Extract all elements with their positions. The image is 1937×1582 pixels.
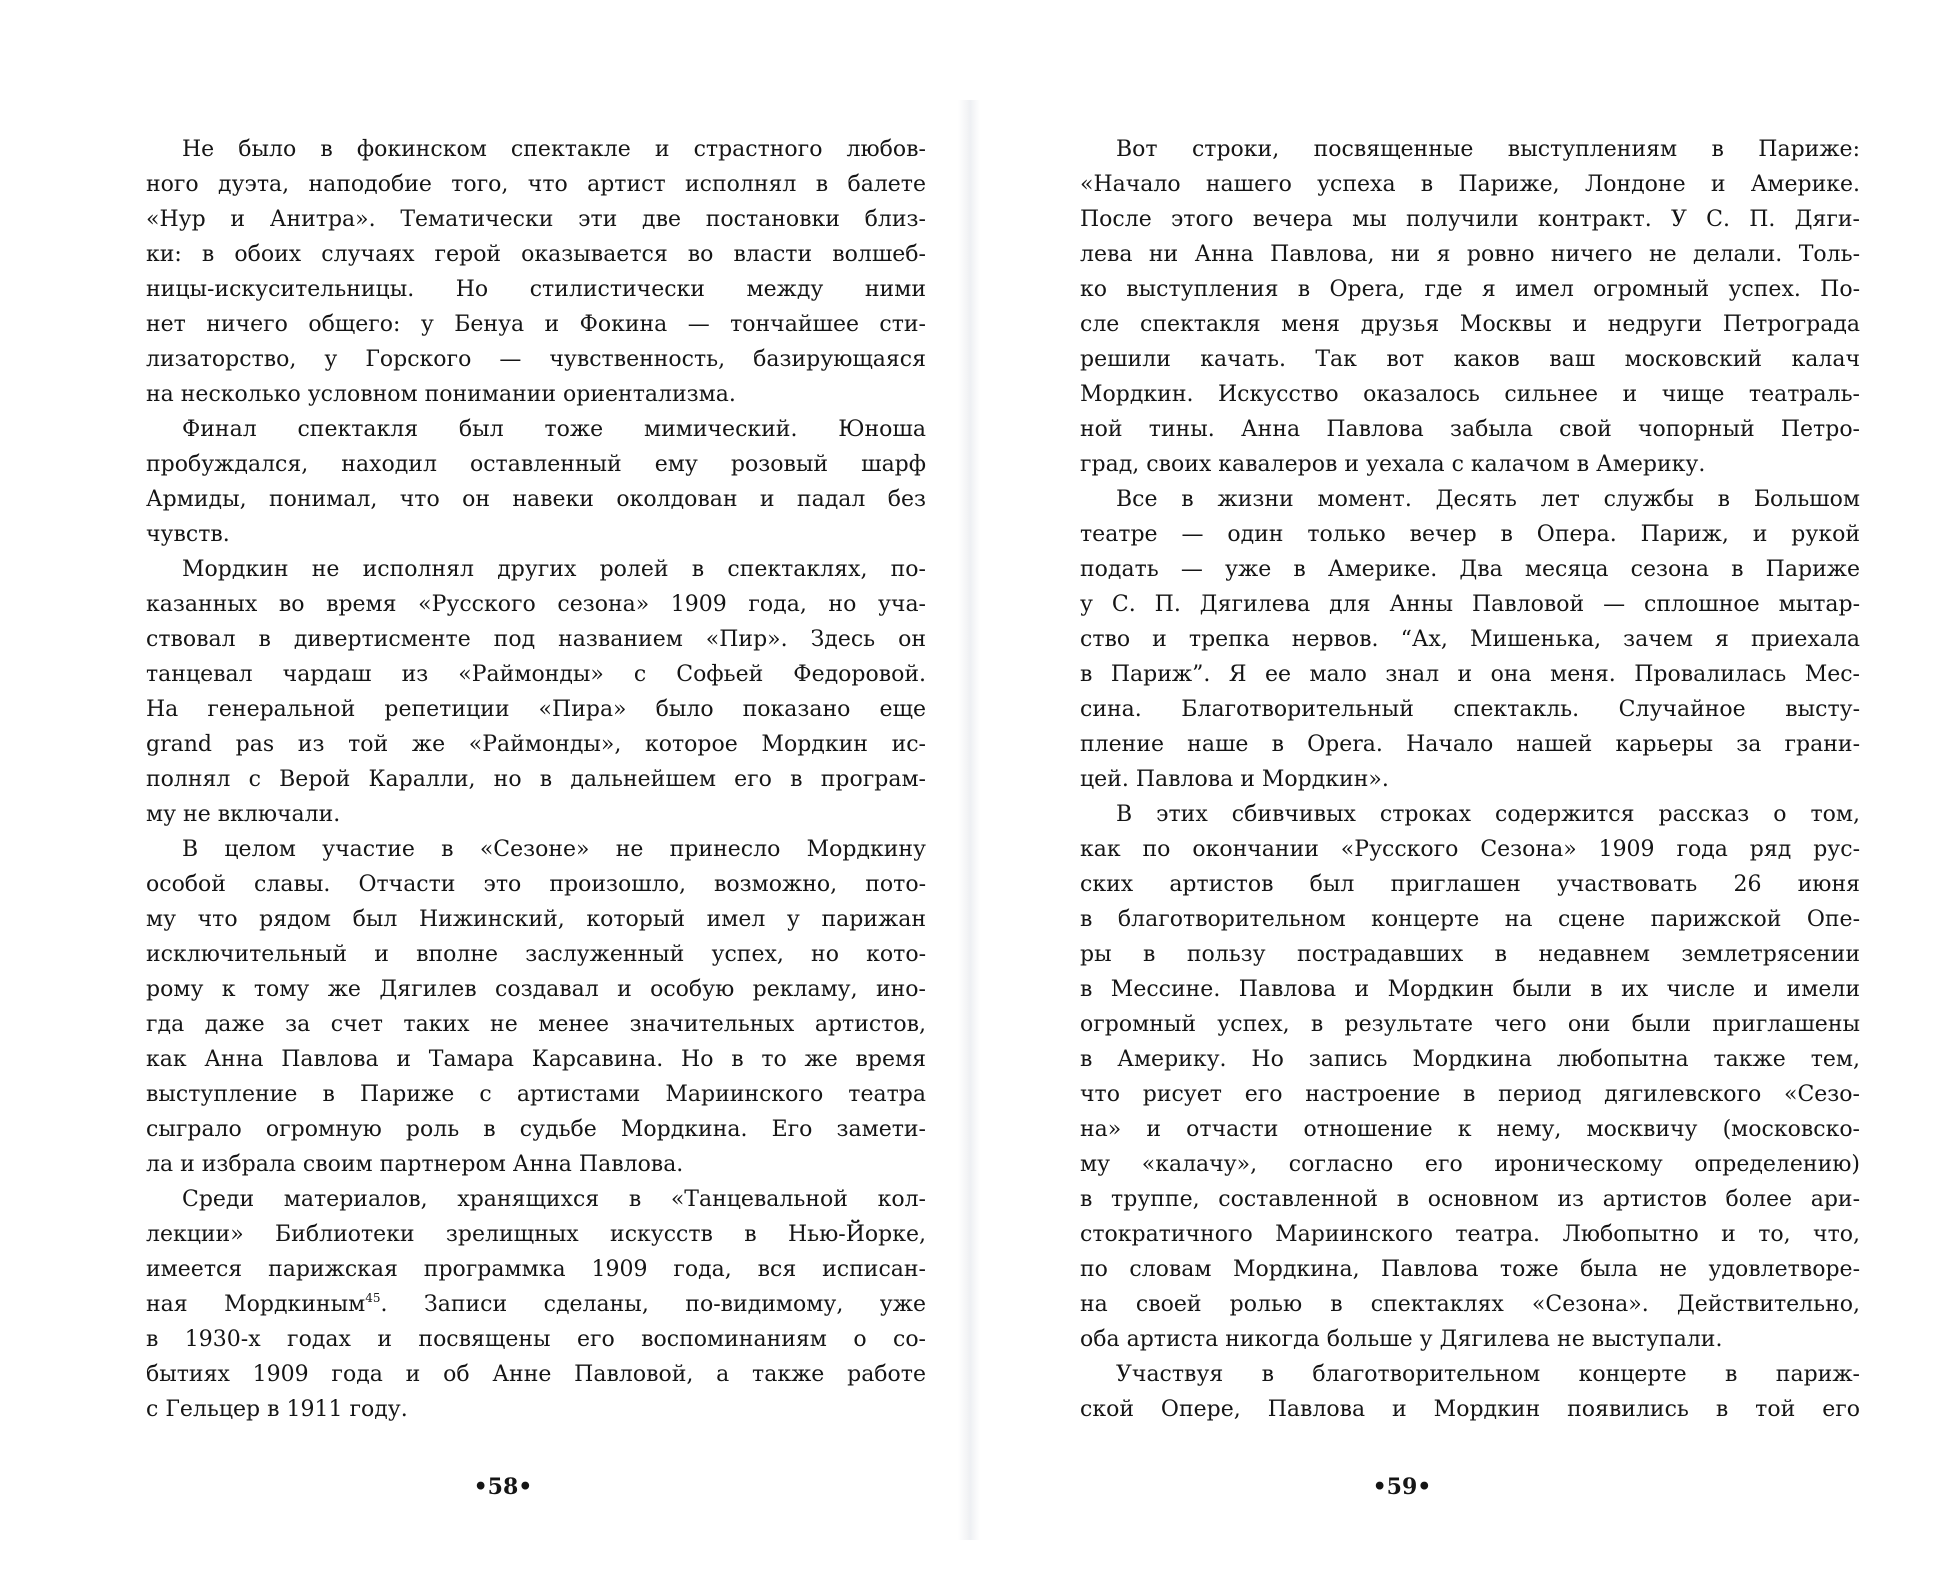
text-line xyxy=(1080,272,1860,307)
text-line-content: ствовал в дивертисменте под названием «Пир». Здесь он xyxy=(146,627,926,652)
text-line xyxy=(1080,552,1860,587)
page-number-left: •58• xyxy=(473,1474,533,1500)
text-line-content: Мордкин. Искусство оказалось сильнее и чище театраль- xyxy=(1080,382,1860,407)
text-line-content: исключительный и вполне заслуженный успех, но кото- xyxy=(146,942,926,967)
text-line xyxy=(1080,657,1860,692)
text-line xyxy=(146,1182,926,1217)
text-line xyxy=(1080,972,1860,1007)
text-line-content: казанных во время «Русского сезона» 1909 года, но уча- xyxy=(146,592,926,617)
text-line-content: лизаторство, у Горского — чувственность, базирующаяся xyxy=(146,347,926,372)
text-line xyxy=(146,797,926,832)
text-line-content: сле спектакля меня друзья Москвы и недруги Петрограда xyxy=(1080,312,1860,337)
text-line-content: танцевал чардаш из «Раймонды» с Софьей Федоровой. xyxy=(146,662,926,687)
left-page-text xyxy=(146,132,926,1427)
right-page xyxy=(969,0,1937,1582)
text-line xyxy=(1080,132,1860,167)
text-line-content: ного дуэта, наподобие того, что артист исполнял в балете xyxy=(146,172,926,197)
text-line xyxy=(1080,937,1860,972)
text-line xyxy=(1080,587,1860,622)
text-line xyxy=(1080,622,1860,657)
text-line-content: театре — один только вечер в Опера. Париж, и рукой xyxy=(1080,522,1860,547)
text-line-content: подать — уже в Америке. Два месяца сезона в Париже xyxy=(1080,557,1860,582)
text-line xyxy=(146,937,926,972)
text-line xyxy=(146,727,926,762)
text-line xyxy=(146,1322,926,1357)
text-line-content: ской Опере, Павлова и Мордкин появились в той его xyxy=(1080,1397,1860,1422)
text-line-content: град, своих кавалеров и уехала с калачом в Америку. xyxy=(1080,452,1706,477)
text-line-content: сина. Благотворительный спектакль. Случайное высту- xyxy=(1080,697,1860,722)
text-line xyxy=(146,1007,926,1042)
text-line xyxy=(146,1077,926,1112)
text-line-content: чувств. xyxy=(146,522,230,547)
text-line-continuation: . Записи сделаны, по-видимому, уже xyxy=(380,1292,927,1317)
text-line xyxy=(146,1287,926,1322)
text-line xyxy=(146,1252,926,1287)
text-line xyxy=(146,1217,926,1252)
text-line xyxy=(1080,1112,1860,1147)
text-line xyxy=(1080,1077,1860,1112)
text-line xyxy=(1080,482,1860,517)
text-line-content: как Анна Павлова и Тамара Карсавина. Но в то же время xyxy=(146,1047,926,1072)
text-line-content: гда даже за счет таких не менее значительных артистов, xyxy=(146,1012,926,1037)
text-line-content: му что рядом был Нижинский, который имел у парижан xyxy=(146,907,926,932)
text-line-content: цей. Павлова и Мордкин». xyxy=(1080,767,1389,792)
text-line-content: В целом участие в «Сезоне» не принесло Мордкину xyxy=(182,837,926,862)
text-line xyxy=(1080,1322,1860,1357)
text-line-content: что рисует его настроение в период дягилевского «Сезо- xyxy=(1080,1082,1860,1107)
text-line xyxy=(1080,1182,1860,1217)
text-line xyxy=(146,587,926,622)
text-line xyxy=(146,1392,926,1427)
text-line-content: на» и отчасти отношение к нему, москвичу (московско- xyxy=(1080,1117,1860,1142)
text-line xyxy=(1080,517,1860,552)
text-line-content: лекции» Библиотеки зрелищных искусств в Нью-Йорке, xyxy=(146,1222,926,1247)
text-line-content: в 1930-х годах и посвящены его воспоминаниям о со- xyxy=(146,1327,926,1352)
text-line xyxy=(1080,1287,1860,1322)
text-line xyxy=(146,517,926,552)
text-line-content: нет ничего общего: у Бенуа и Фокина — тончайшее сти- xyxy=(146,312,926,337)
text-line xyxy=(146,972,926,1007)
text-line xyxy=(146,1147,926,1182)
text-line xyxy=(1080,762,1860,797)
text-line-content: Армиды, понимал, что он навеки околдован и падал без xyxy=(146,487,926,512)
text-line-content: в Париж”. Я ее мало знал и она меня. Провалилась Мес- xyxy=(1080,662,1860,687)
text-line xyxy=(1080,1392,1860,1427)
text-line-content: в труппе, составленной в основном из артистов более ари- xyxy=(1080,1187,1860,1212)
text-line-content: Все в жизни момент. Десять лет службы в Большом xyxy=(1116,487,1860,512)
text-line-content: Среди материалов, хранящихся в «Танцевальной кол- xyxy=(182,1187,926,1212)
text-line-content: выступление в Париже с артистами Мариинского театра xyxy=(146,1082,926,1107)
text-line xyxy=(146,167,926,202)
text-line xyxy=(146,657,926,692)
footnote-reference: 45 xyxy=(365,1291,381,1305)
text-line-content: ство и трепка нервов. “Ах, Мишенька, зачем я приехала xyxy=(1080,627,1860,652)
text-line xyxy=(1080,727,1860,762)
text-line xyxy=(1080,902,1860,937)
text-line-content: в Мессине. Павлова и Мордкин были в их числе и имели xyxy=(1080,977,1860,1002)
text-line xyxy=(146,237,926,272)
text-line xyxy=(146,482,926,517)
text-line xyxy=(1080,1147,1860,1182)
right-page-text xyxy=(1080,132,1860,1427)
text-line xyxy=(1080,1252,1860,1287)
text-line-content: му не включали. xyxy=(146,802,341,827)
text-line xyxy=(1080,202,1860,237)
text-line-content: пление наше в Opera. Начало нашей карьеры за грани- xyxy=(1080,732,1860,757)
text-line xyxy=(1080,867,1860,902)
text-line-content: ной тины. Анна Павлова забыла свой чопорный Петро- xyxy=(1080,417,1860,442)
text-line-content: Участвуя в благотворительном концерте в париж- xyxy=(1116,1362,1860,1387)
text-line xyxy=(146,762,926,797)
text-line xyxy=(1080,692,1860,727)
text-line xyxy=(1080,1007,1860,1042)
text-line-content: бытиях 1909 года и об Анне Павловой, а также работе xyxy=(146,1362,926,1387)
text-line-content: «Нур и Анитра». Тематически эти две постановки близ- xyxy=(146,207,926,232)
text-line xyxy=(1080,237,1860,272)
text-line-content: После этого вечера мы получили контракт. У С. П. Дяги- xyxy=(1080,207,1860,232)
text-line-content: ских артистов был приглашен участвовать 26 июня xyxy=(1080,872,1860,897)
text-line xyxy=(1080,832,1860,867)
text-line-content: оба артиста никогда больше у Дягилева не выступали. xyxy=(1080,1327,1723,1352)
page-number-right: •59• xyxy=(1372,1474,1432,1500)
text-line-content: сыграло огромную роль в судьбе Мордкина. Его замети- xyxy=(146,1117,926,1142)
text-line-content: grand pas из той же «Раймонды», которое Мордкин ис- xyxy=(146,732,926,757)
text-line-content: ла и избрала своим партнером Анна Павлова. xyxy=(146,1152,684,1177)
text-line-content: стократичного Мариинского театра. Любопытно и то, что, xyxy=(1080,1222,1860,1247)
text-line-content: Вот строки, посвященные выступлениям в Париже: xyxy=(1116,137,1860,162)
text-line-content: В этих сбивчивых строках содержится рассказ о том, xyxy=(1116,802,1860,827)
text-line-content: на своей ролью в спектаклях «Сезона». Действительно, xyxy=(1080,1292,1860,1317)
text-line-content: му «калачу», согласно его ироническому определению) xyxy=(1080,1152,1860,1177)
text-line-content: ки: в обоих случаях герой оказывается во власти волшеб- xyxy=(146,242,926,267)
text-line xyxy=(146,377,926,412)
text-line xyxy=(1080,447,1860,482)
text-line xyxy=(146,412,926,447)
text-line-content: Не было в фокинском спектакле и страстного любов- xyxy=(182,137,926,162)
text-line-content: имеется парижская программка 1909 года, вся исписан- xyxy=(146,1257,926,1282)
text-line-content: у С. П. Дягилева для Анны Павловой — сплошное мытар- xyxy=(1080,592,1860,617)
text-line xyxy=(146,902,926,937)
text-line-content: на несколько условном понимании ориентализма. xyxy=(146,382,736,407)
text-line-content: ницы-искусительницы. Но стилистически между ними xyxy=(146,277,926,302)
text-line xyxy=(146,342,926,377)
text-line-content: в Америку. Но запись Мордкина любопытна также тем, xyxy=(1080,1047,1860,1072)
text-line xyxy=(146,692,926,727)
text-line xyxy=(146,832,926,867)
text-line-content: полнял с Верой Каралли, но в дальнейшем его в програм- xyxy=(146,767,926,792)
text-line xyxy=(146,272,926,307)
left-page xyxy=(0,0,968,1582)
text-line xyxy=(146,447,926,482)
text-line-content: особой славы. Отчасти это произошло, возможно, пото- xyxy=(146,872,926,897)
text-line-content: «Начало нашего успеха в Париже, Лондоне и Америке. xyxy=(1080,172,1860,197)
text-line xyxy=(1080,307,1860,342)
text-line xyxy=(146,132,926,167)
text-line-content: как по окончании «Русского Сезона» 1909 года ряд рус- xyxy=(1080,837,1860,862)
text-line-content: огромный успех, в результате чего они были приглашены xyxy=(1080,1012,1860,1037)
text-line xyxy=(146,867,926,902)
text-line-content: рому к тому же Дягилев создавал и особую рекламу, ино- xyxy=(146,977,926,1002)
text-line xyxy=(146,307,926,342)
text-line xyxy=(146,1042,926,1077)
text-line xyxy=(1080,377,1860,412)
text-line xyxy=(1080,1357,1860,1392)
text-line-content: в благотворительном концерте на сцене парижской Опе- xyxy=(1080,907,1860,932)
text-line xyxy=(1080,342,1860,377)
text-line-content: с Гельцер в 1911 году. xyxy=(146,1397,408,1422)
text-line xyxy=(1080,1042,1860,1077)
text-line-content: На генеральной репетиции «Пира» было показано еще xyxy=(146,697,926,722)
text-line xyxy=(146,1357,926,1392)
text-line-content: ко выступления в Opera, где я имел огромный успех. По- xyxy=(1080,277,1860,302)
text-line xyxy=(146,1112,926,1147)
text-line-content: Финал спектакля был тоже мимический. Юноша xyxy=(182,417,926,442)
text-line-content: пробуждался, находил оставленный ему розовый шарф xyxy=(146,452,926,477)
text-line-content: ная Мордкиным xyxy=(146,1292,366,1317)
text-line xyxy=(1080,167,1860,202)
text-line xyxy=(1080,797,1860,832)
text-line xyxy=(1080,412,1860,447)
text-line xyxy=(146,622,926,657)
text-line-content: лева ни Анна Павлова, ни я ровно ничего не делали. Толь- xyxy=(1080,242,1860,267)
text-line-content: ры в пользу пострадавших в недавнем землетрясении xyxy=(1080,942,1860,967)
text-line xyxy=(146,552,926,587)
text-line-content: решили качать. Так вот каков ваш московский калач xyxy=(1080,347,1860,372)
text-line xyxy=(1080,1217,1860,1252)
text-line xyxy=(146,202,926,237)
text-line-content: по словам Мордкина, Павлова тоже была не удовлетворе- xyxy=(1080,1257,1860,1282)
text-line-content: Мордкин не исполнял других ролей в спектаклях, по- xyxy=(182,557,926,582)
